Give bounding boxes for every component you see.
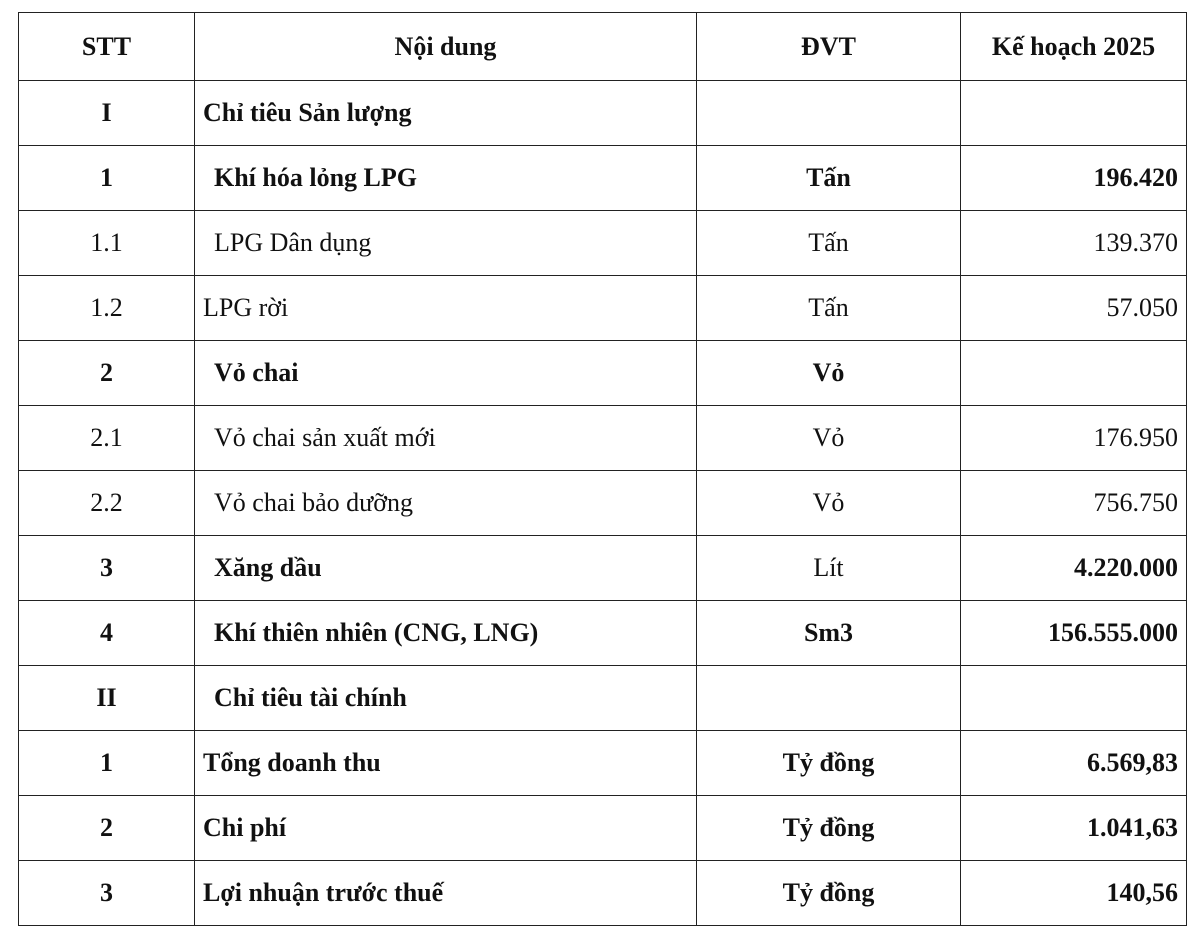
cell-content: LPG rời — [195, 276, 697, 341]
cell-stt: I — [19, 81, 195, 146]
cell-stt: 3 — [19, 536, 195, 601]
table-row — [19, 471, 1187, 536]
cell-content: Tổng doanh thu — [195, 731, 697, 796]
cell-stt: 1.2 — [19, 276, 195, 341]
cell-unit: Vỏ — [697, 471, 961, 536]
cell-stt: 2.2 — [19, 471, 195, 536]
header-unit: ĐVT — [697, 13, 961, 81]
cell-content: Vỏ chai — [195, 341, 697, 406]
cell-stt: II — [19, 666, 195, 731]
cell-unit: Tấn — [697, 211, 961, 276]
table-row — [19, 601, 1187, 666]
table-row — [19, 666, 1187, 731]
table-row — [19, 146, 1187, 211]
cell-stt: 2 — [19, 341, 195, 406]
cell-content: Vỏ chai bảo dưỡng — [195, 471, 697, 536]
table-row — [19, 861, 1187, 926]
cell-content: Chi phí — [195, 796, 697, 861]
cell-value: 756.750 — [961, 471, 1187, 536]
cell-value: 196.420 — [961, 146, 1187, 211]
table-row — [19, 731, 1187, 796]
cell-content: Vỏ chai sản xuất mới — [195, 406, 697, 471]
table-row — [19, 341, 1187, 406]
cell-stt: 4 — [19, 601, 195, 666]
cell-unit: Tỷ đồng — [697, 861, 961, 926]
table-row — [19, 81, 1187, 146]
cell-content: Khí thiên nhiên (CNG, LNG) — [195, 601, 697, 666]
header-stt: STT — [19, 13, 195, 81]
header-plan: Kế hoạch 2025 — [961, 13, 1187, 81]
cell-content: LPG Dân dụng — [195, 211, 697, 276]
cell-content: Chỉ tiêu Sản lượng — [195, 81, 697, 146]
cell-unit: Tấn — [697, 146, 961, 211]
cell-unit: Sm3 — [697, 601, 961, 666]
cell-unit: Tỷ đồng — [697, 796, 961, 861]
table-row — [19, 406, 1187, 471]
table-row — [19, 211, 1187, 276]
cell-unit: Vỏ — [697, 341, 961, 406]
cell-value: 6.569,83 — [961, 731, 1187, 796]
cell-stt: 2 — [19, 796, 195, 861]
cell-unit — [697, 666, 961, 731]
cell-value: 156.555.000 — [961, 601, 1187, 666]
table-row — [19, 276, 1187, 341]
cell-content: Khí hóa lỏng LPG — [195, 146, 697, 211]
cell-stt: 1 — [19, 731, 195, 796]
cell-stt: 2.1 — [19, 406, 195, 471]
cell-unit: Tấn — [697, 276, 961, 341]
cell-value: 140,56 — [961, 861, 1187, 926]
cell-value: 57.050 — [961, 276, 1187, 341]
cell-value: 176.950 — [961, 406, 1187, 471]
cell-stt: 1 — [19, 146, 195, 211]
cell-unit: Tỷ đồng — [697, 731, 961, 796]
cell-value: 139.370 — [961, 211, 1187, 276]
cell-value: 1.041,63 — [961, 796, 1187, 861]
cell-content: Xăng dầu — [195, 536, 697, 601]
cell-content: Lợi nhuận trước thuế — [195, 861, 697, 926]
table-row — [19, 536, 1187, 601]
table-row — [19, 796, 1187, 861]
cell-unit — [697, 81, 961, 146]
cell-stt: 1.1 — [19, 211, 195, 276]
plan-table — [18, 12, 1187, 926]
cell-content: Chỉ tiêu tài chính — [195, 666, 697, 731]
cell-value: 4.220.000 — [961, 536, 1187, 601]
cell-unit: Lít — [697, 536, 961, 601]
cell-stt: 3 — [19, 861, 195, 926]
cell-value — [961, 666, 1187, 731]
cell-unit: Vỏ — [697, 406, 961, 471]
header-content: Nội dung — [195, 13, 697, 81]
header-row — [19, 13, 1187, 81]
cell-value — [961, 341, 1187, 406]
cell-value — [961, 81, 1187, 146]
